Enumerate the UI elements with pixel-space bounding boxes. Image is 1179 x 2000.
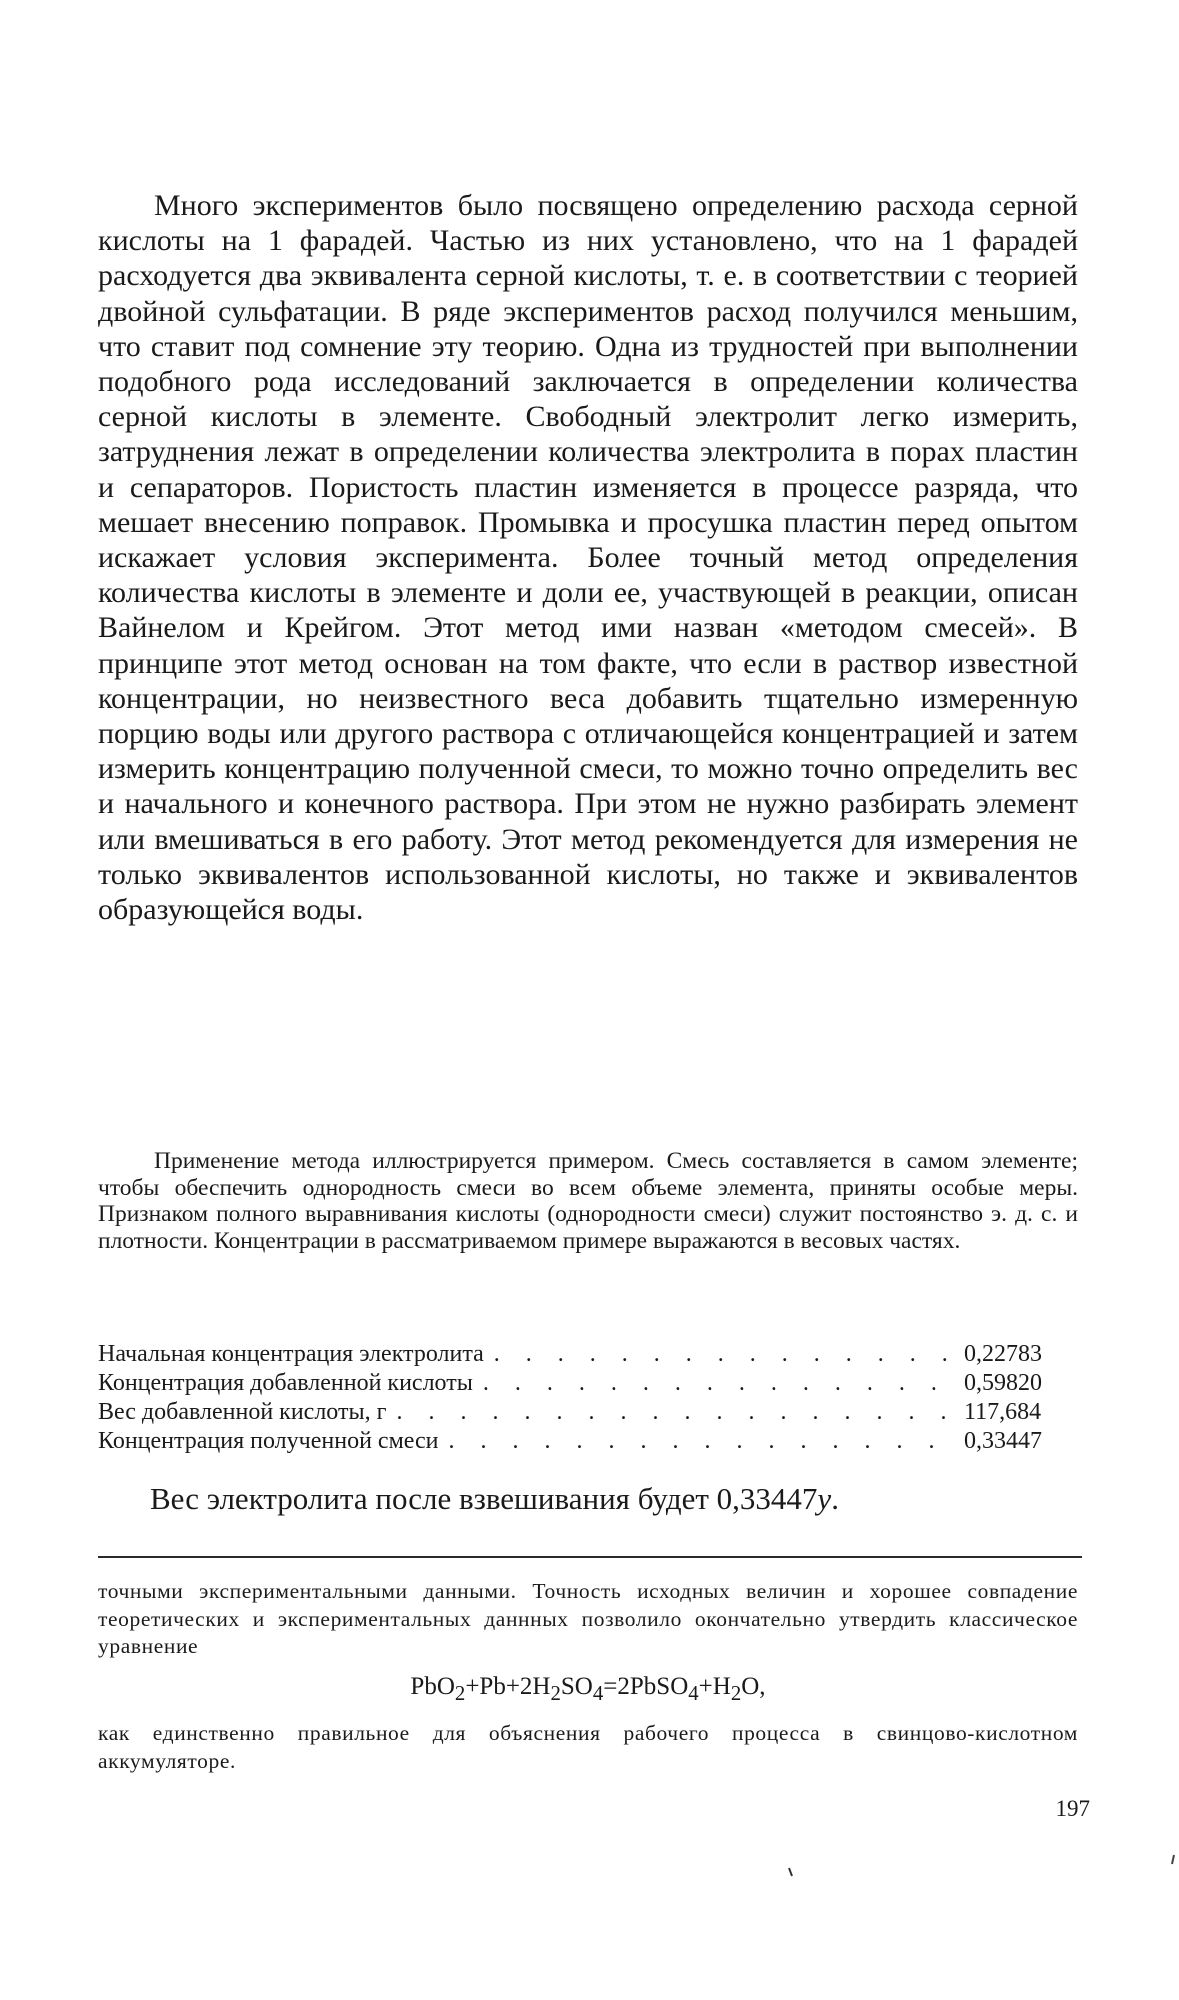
footnote-paragraph-2: как единственно правильное для объяснения рабочего процесса в свинцово-кислотном аккумуляторе. — [98, 1721, 1078, 1773]
eq-equals-pbso: =2PbSO — [603, 1673, 689, 1700]
eq-pbo: PbO — [410, 1673, 455, 1700]
result-prefix: Вес электролита после взвешивания будет 0,33447 — [150, 1481, 818, 1516]
row-value: 0,59820 — [964, 1370, 1042, 1396]
scan-speck — [1172, 1855, 1174, 1864]
result-variable: у — [817, 1481, 832, 1516]
eq-sub: 2 — [550, 1681, 561, 1705]
eq-sub: 4 — [688, 1681, 699, 1705]
page-number: 197 — [1055, 1796, 1090, 1821]
footnote-paragraph: точными экспериментальными данными. Точность исходных величин и хорошее совпадение теоретических и экспериментальных даннных позволило окончательно утвердить классическое уравнение — [98, 1579, 1078, 1658]
eq-so: SO — [560, 1673, 593, 1700]
eq-sub: 2 — [454, 1681, 466, 1705]
row-label: Концентрация добавленной кислоты — [98, 1370, 473, 1396]
row-value: 117,684 — [964, 1399, 1042, 1425]
row-value: 0,33447 — [964, 1428, 1042, 1454]
row-label: Начальная концентрация электролита — [98, 1341, 484, 1367]
row-label: Вес добавленной кислоты, г — [98, 1399, 387, 1425]
eq-sub: 2 — [730, 1681, 742, 1705]
row-value: 0,22783 — [964, 1341, 1042, 1367]
eq-o: O, — [741, 1673, 766, 1700]
result-suffix: . — [831, 1481, 839, 1516]
eq-plus-pb: +Pb+2H — [465, 1673, 551, 1700]
eq-plus-h: +H — [698, 1673, 731, 1700]
main-paragraph: Много экспериментов было посвящено определению расхода серной кислоты на 1 фарадей. Частью из них установлено, что на 1 фарадей расходуется два эквивалента серной кислоты, т. е. в соответствии с теорией двойной сульфатации. В ряде экспериментов расход получился меньшим, что ставит под сомнение эту теорию. Одна из трудностей при выполнении подобного рода исследований заключается в определении количества серной кислоты в элементе. Свободный электролит легко измерить, затруднения лежат в определении количества электролита в порах пластин и сепараторов. Пористость пластин изменяется в процессе разряда, что мешает внесению поправок. Промывка и просушка пластин перед опытом искажает условия эксперимента. Более точный метод определения количества кислоты в элементе и доли ее, участвующей в реакции, описан Вайнелом и Крейгом. Этот метод ими назван «методом смесей». В принципе этот метод основан на том факте, что если в раствор известной концентрации, но неизвестного веса добавить тщательно измеренную порцию воды или другого раствора с отличающейся концентрацией и затем измерить концентрацию полученной смеси, то можно точно определить вес и начального и конечного раствора. При этом не нужно разбирать элемент или вмешиваться в его работу. Этот метод рекомендуется для измерения не только эквивалентов использованной кислоты, но также и эквивалентов образующейся воды. — [98, 189, 1078, 927]
eq-sub: 4 — [592, 1681, 604, 1705]
example-paragraph: Применение метода иллюстрируется примером. Смесь составляется в самом элементе; чтобы обеспечить однородность смеси во всем объеме элемента, приняты особые меры. Признаком полного выравнивания кислоты (однородности смеси) служит постоянство э. д. с. и плотности. Концентрации в рассматриваемом примере выражаются в весовых частях. — [98, 1148, 1078, 1254]
scan-speck — [789, 1868, 792, 1876]
row-label: Концентрация полученной смеси — [98, 1428, 439, 1454]
